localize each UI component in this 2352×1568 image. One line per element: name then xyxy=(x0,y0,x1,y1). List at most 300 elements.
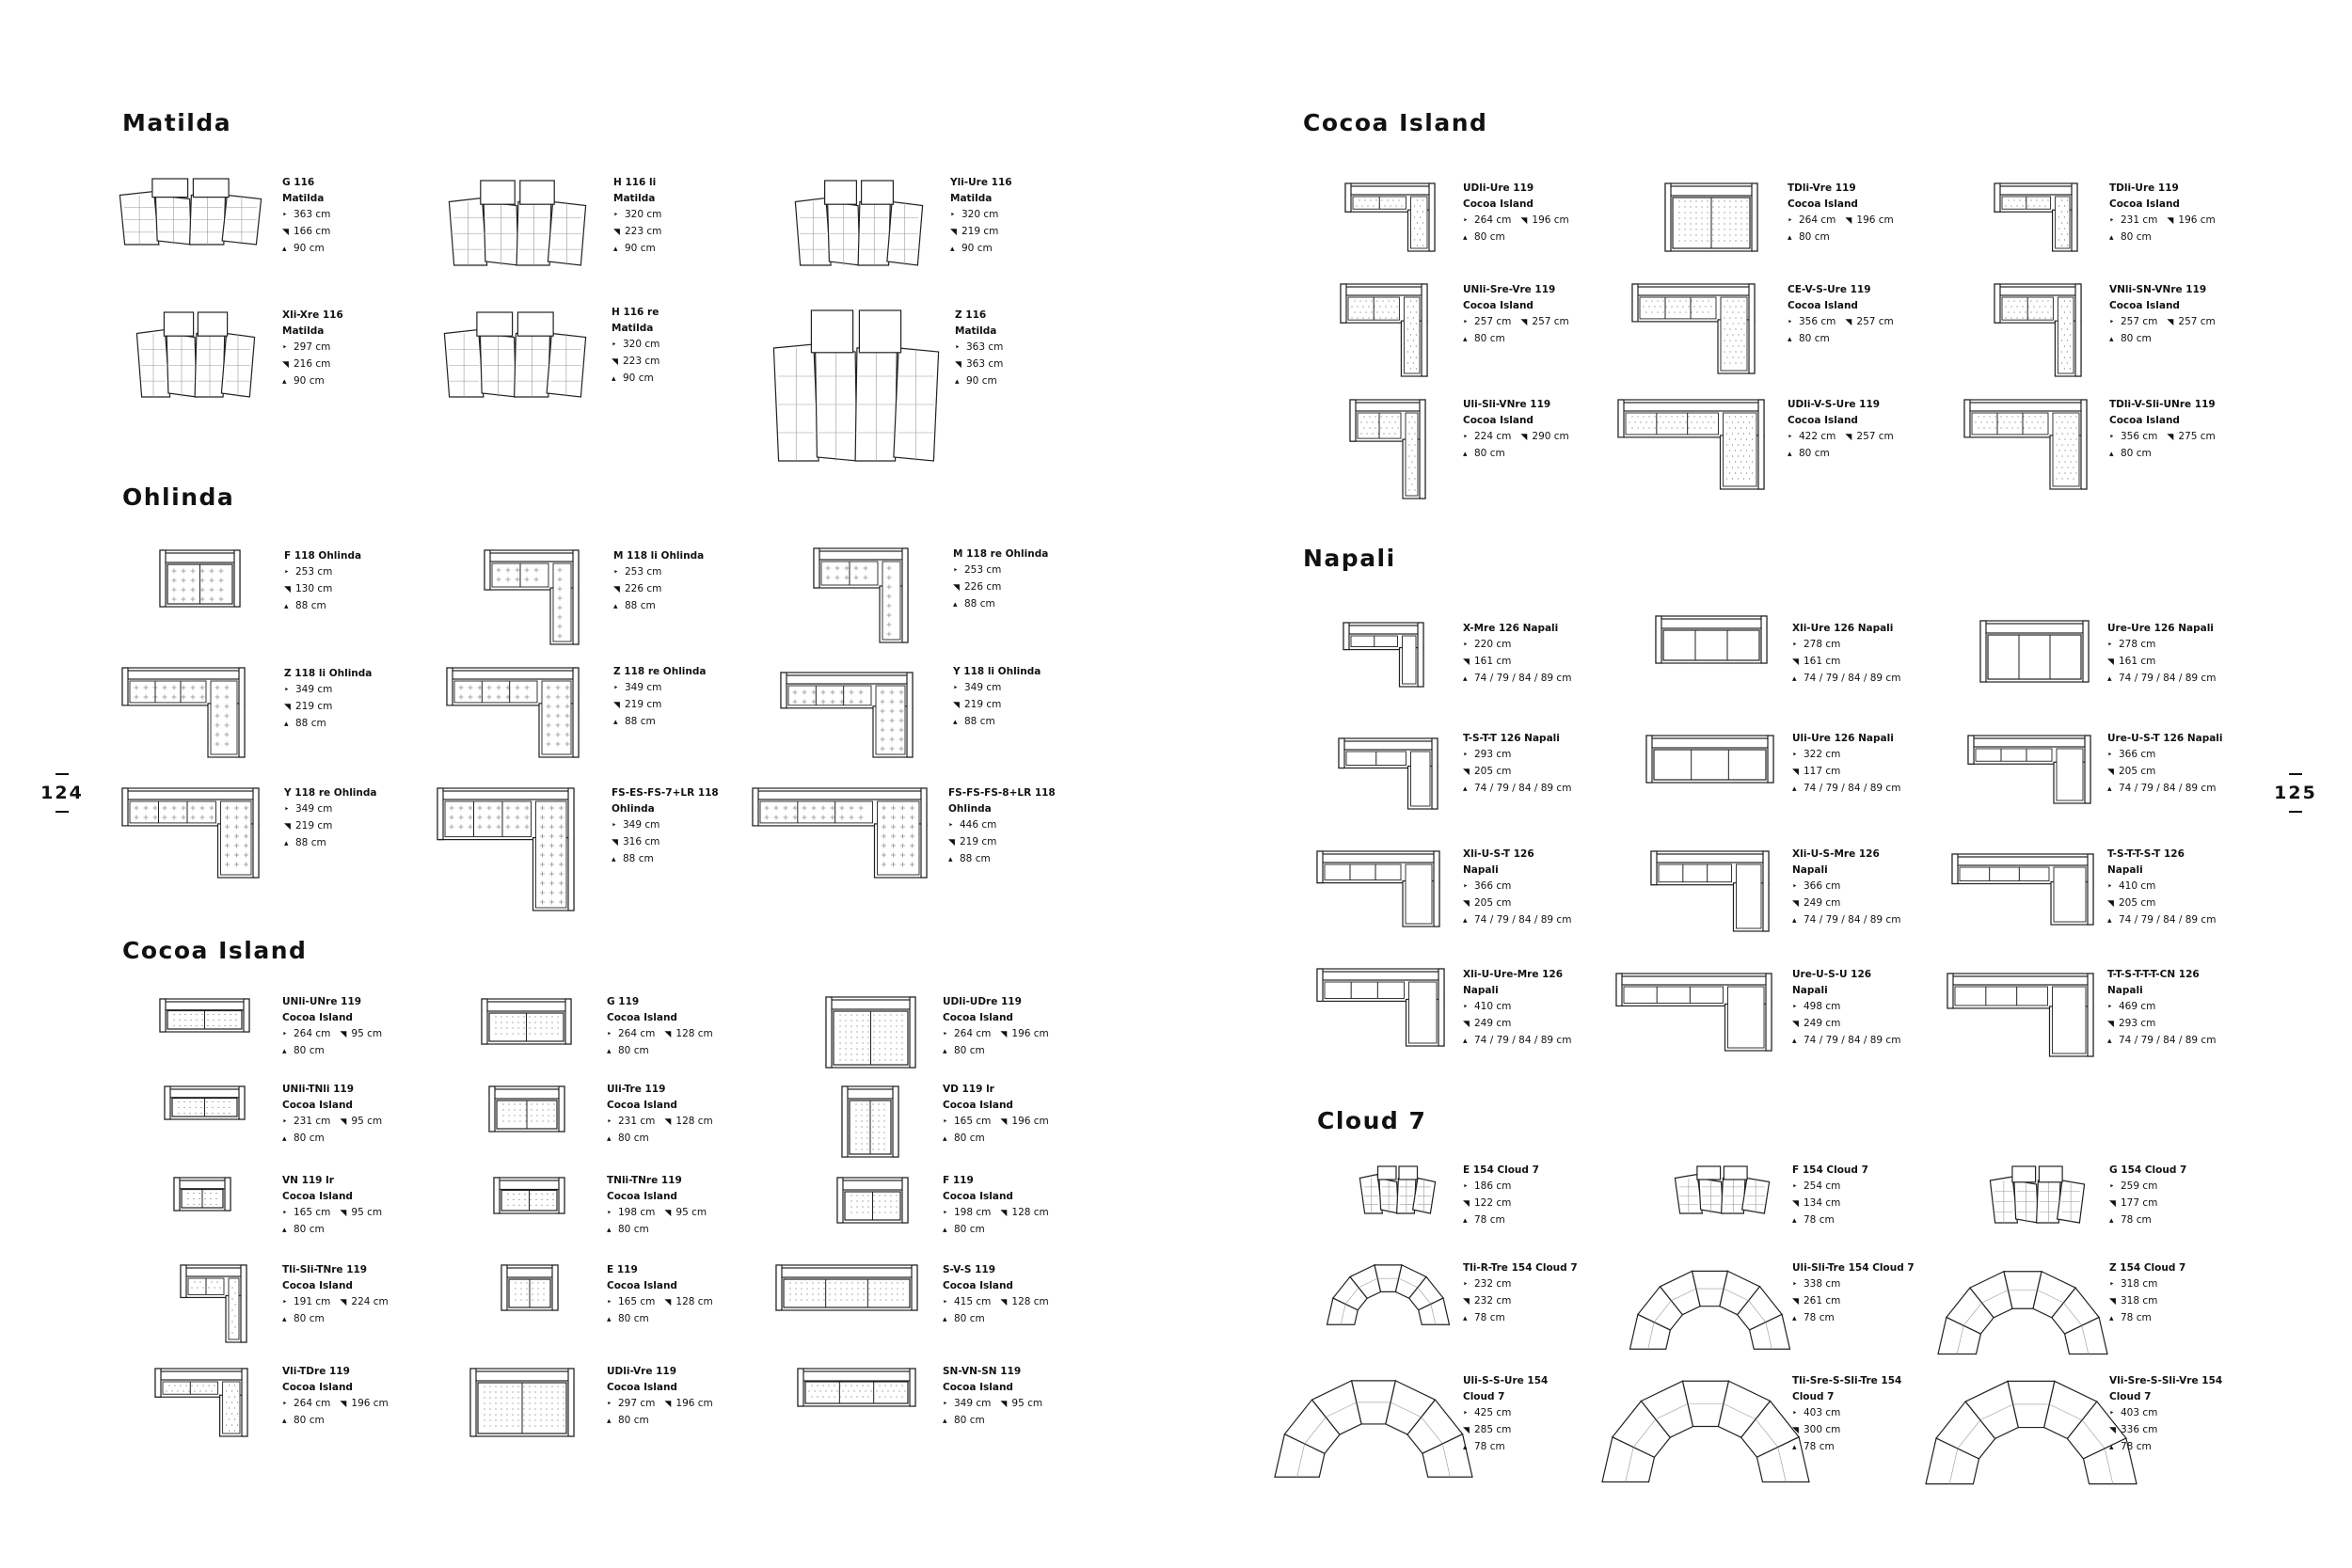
product-series xyxy=(955,324,1003,340)
product-code xyxy=(1792,847,1900,863)
height-text xyxy=(955,373,1003,390)
height-icon: ▴ xyxy=(2109,450,2114,459)
depth-icon: ◥ xyxy=(664,1400,672,1409)
height-icon: ▴ xyxy=(1463,233,1468,243)
width-icon: ‣ xyxy=(284,568,290,578)
product-item xyxy=(1632,284,1755,373)
depth-text: 261 cm xyxy=(1804,1295,1841,1307)
height-text: 80 cm xyxy=(954,1313,985,1324)
width-text xyxy=(284,682,372,699)
width-text xyxy=(1463,637,1571,654)
height-text xyxy=(282,241,330,258)
height-text xyxy=(612,371,660,388)
product-code: Xli-Xre 116 xyxy=(282,309,343,321)
height-text: 80 cm xyxy=(618,1415,649,1426)
width-icon: ‣ xyxy=(2109,1182,2115,1192)
product-code: H 116 li xyxy=(613,177,657,188)
width-text xyxy=(282,207,330,224)
width-text: 165 cm xyxy=(618,1296,656,1307)
width-text: 366 cm xyxy=(2119,749,2156,760)
width-icon: ‣ xyxy=(612,341,617,350)
dimension-row xyxy=(607,1396,713,1413)
product-spec xyxy=(953,546,1048,613)
height-icon: ▴ xyxy=(1463,916,1468,926)
product-code: Yli-Ure 116 xyxy=(950,177,1012,188)
height-icon: ▴ xyxy=(284,839,289,848)
product-code xyxy=(1792,1163,1868,1179)
depth-icon: ◥ xyxy=(340,1298,347,1307)
depth-icon: ◥ xyxy=(1000,1400,1008,1409)
sofa-diagram xyxy=(452,181,583,265)
product-code xyxy=(2109,181,2216,197)
height-text: 78 cm xyxy=(1474,1214,1505,1226)
product-spec xyxy=(1463,282,1569,348)
product-code: Vli-TDre 119 xyxy=(282,1366,350,1377)
product-spec xyxy=(1463,731,1571,798)
height-icon: ▴ xyxy=(284,720,289,729)
height-text: 78 cm xyxy=(1804,1214,1835,1226)
width-icon: ‣ xyxy=(2109,1409,2115,1418)
height-icon: ▴ xyxy=(2109,1216,2114,1226)
depth-text: 117 cm xyxy=(1804,766,1841,777)
width-text xyxy=(1463,999,1571,1016)
product-spec xyxy=(607,1262,713,1328)
product-code xyxy=(943,1173,1049,1189)
width-text: 403 cm xyxy=(1804,1407,1841,1418)
depth-icon: ◥ xyxy=(1463,1297,1470,1307)
width-icon: ‣ xyxy=(1792,1003,1798,1012)
depth-text xyxy=(613,697,706,714)
width-icon: ‣ xyxy=(1463,433,1469,442)
sofa-diagram xyxy=(1618,400,1764,489)
width-text xyxy=(2107,747,2223,764)
product-series xyxy=(1788,197,1894,213)
height-text xyxy=(2109,1212,2186,1229)
product-item xyxy=(1303,1373,1444,1472)
depth-text: 249 cm xyxy=(1474,1018,1512,1029)
product-code: TDli-V-Sli-UNre 119 xyxy=(2109,399,2216,410)
depth-icon: ◥ xyxy=(2107,1020,2114,1029)
product-item xyxy=(1618,400,1764,489)
width-text: 403 cm xyxy=(2121,1407,2158,1418)
product-series: Cocoa Island xyxy=(1788,300,1858,311)
width-text: 278 cm xyxy=(1804,639,1841,650)
depth-icon: ◥ xyxy=(2109,1297,2116,1307)
dimension-row xyxy=(1788,213,1894,230)
product-code: M 118 re Ohlinda xyxy=(953,548,1049,560)
product-series xyxy=(1792,983,1900,999)
product-item xyxy=(181,1265,246,1342)
sofa-diagram xyxy=(1646,736,1773,783)
width-text: 410 cm xyxy=(1474,1001,1512,1012)
product-code: T-S-T-T 126 Napali xyxy=(1463,733,1560,744)
product-series: Cocoa Island xyxy=(1788,415,1858,426)
width-text: 320 cm xyxy=(625,209,662,220)
depth-text xyxy=(2109,1422,2222,1439)
product-code xyxy=(1463,847,1571,863)
product-series xyxy=(607,1278,713,1294)
depth-text xyxy=(1463,654,1571,671)
product-item xyxy=(470,1369,574,1436)
product-item xyxy=(1635,1373,1776,1477)
product-series: Cocoa Island xyxy=(943,1191,1013,1202)
product-code xyxy=(1463,1260,1578,1276)
product-code xyxy=(282,1262,389,1278)
depth-text: 128 cm xyxy=(675,1028,713,1039)
product-series: Napali xyxy=(2107,985,2143,996)
product-spec xyxy=(1463,1260,1578,1327)
depth-text: 336 cm xyxy=(2121,1424,2158,1435)
product-series xyxy=(1463,1389,1548,1405)
sofa-diagram xyxy=(122,179,259,245)
product-series: Matilda xyxy=(282,325,325,337)
width-text: 356 cm xyxy=(1799,316,1836,327)
product-series xyxy=(950,191,1012,207)
dimension-row xyxy=(1788,429,1894,446)
width-text: 338 cm xyxy=(1804,1278,1841,1290)
width-text xyxy=(612,817,719,834)
height-text: 74 / 79 / 84 / 89 cm xyxy=(1804,914,1901,926)
depth-text: 216 cm xyxy=(294,358,331,370)
product-spec xyxy=(1792,1373,1901,1456)
width-text xyxy=(284,801,376,818)
height-text xyxy=(953,596,1048,613)
height-text: 80 cm xyxy=(618,1045,649,1056)
height-text: 88 cm xyxy=(964,716,995,727)
sofa-diagram xyxy=(122,788,259,878)
product-series: Cloud 7 xyxy=(1792,1391,1835,1402)
product-spec xyxy=(955,308,1003,390)
width-text: 231 cm xyxy=(618,1116,656,1127)
width-icon: ‣ xyxy=(1463,1409,1469,1418)
width-icon: ‣ xyxy=(1792,751,1798,760)
width-icon: ‣ xyxy=(1463,318,1469,327)
depth-icon: ◥ xyxy=(1000,1298,1008,1307)
depth-icon: ◥ xyxy=(1792,1199,1799,1209)
sofa-diagram xyxy=(1665,183,1757,251)
product-code xyxy=(955,308,1003,324)
width-icon: ‣ xyxy=(1463,641,1469,650)
depth-icon: ◥ xyxy=(2109,1426,2116,1435)
depth-icon: ◥ xyxy=(1845,318,1852,327)
depth-text: 300 cm xyxy=(1804,1424,1841,1435)
depth-text xyxy=(1463,1293,1578,1310)
height-text: 78 cm xyxy=(2121,1441,2152,1452)
product-code: F 118 Ohlinda xyxy=(284,550,362,562)
product-series: Cocoa Island xyxy=(1463,300,1534,311)
depth-text: 257 cm xyxy=(1532,316,1569,327)
depth-icon: ◥ xyxy=(1463,1426,1470,1435)
product-code: UDli-Vre 119 xyxy=(607,1366,677,1377)
product-code: TDli-Ure 119 xyxy=(2109,182,2179,194)
height-text: 80 cm xyxy=(2121,333,2152,344)
product-code: VNli-SN-VNre 119 xyxy=(2109,284,2207,295)
width-text: 322 cm xyxy=(1804,749,1841,760)
width-icon: ‣ xyxy=(282,211,288,220)
height-text: 90 cm xyxy=(623,372,654,384)
width-icon: ‣ xyxy=(284,686,290,695)
product-series xyxy=(607,1010,713,1026)
sofa-diagram xyxy=(1993,1166,2082,1223)
product-item xyxy=(1952,854,2093,925)
product-spec xyxy=(613,664,706,731)
width-icon: ‣ xyxy=(953,566,959,576)
product-spec xyxy=(1792,621,1900,688)
product-series xyxy=(1463,413,1569,429)
product-series xyxy=(2109,413,2216,429)
product-code: Ure-U-S-U 126 xyxy=(1792,969,1872,980)
product-code: E 154 Cloud 7 xyxy=(1463,1164,1539,1176)
width-icon: ‣ xyxy=(2109,216,2115,226)
depth-icon: ◥ xyxy=(2167,433,2174,442)
height-icon: ▴ xyxy=(1792,1443,1797,1452)
depth-text xyxy=(2107,1016,2216,1033)
height-text: 80 cm xyxy=(2121,231,2152,243)
height-icon: ▴ xyxy=(282,245,287,254)
height-text: 80 cm xyxy=(1474,231,1505,243)
height-text xyxy=(1463,1310,1578,1327)
depth-text: 219 cm xyxy=(295,820,333,832)
product-code: Y 118 re Ohlinda xyxy=(284,787,377,799)
width-text: 253 cm xyxy=(964,564,1002,576)
product-code xyxy=(284,785,376,801)
sofa-diagram xyxy=(165,1086,245,1119)
product-item xyxy=(501,1265,558,1310)
height-text xyxy=(607,1413,713,1430)
depth-text xyxy=(1463,895,1571,912)
product-spec xyxy=(282,308,343,390)
height-text xyxy=(2109,331,2216,348)
height-text xyxy=(1792,912,1900,929)
width-text: 318 cm xyxy=(2121,1278,2158,1290)
sofa-diagram xyxy=(160,999,249,1032)
product-series xyxy=(1792,1389,1901,1405)
height-text xyxy=(2109,1310,2185,1327)
depth-text xyxy=(1792,764,1900,781)
height-text xyxy=(1792,781,1900,798)
dimension-row xyxy=(2109,213,2216,230)
product-series xyxy=(282,1098,382,1114)
product-code: Ure-U-S-T 126 Napali xyxy=(2107,733,2223,744)
product-series: Cocoa Island xyxy=(607,1191,677,1202)
height-text xyxy=(943,1311,1049,1328)
width-icon: ‣ xyxy=(612,821,617,831)
width-text: 165 cm xyxy=(294,1207,331,1218)
product-series: Cocoa Island xyxy=(1463,198,1534,210)
depth-icon: ◥ xyxy=(1463,657,1470,667)
product-spec xyxy=(2107,847,2216,929)
depth-text xyxy=(1792,1196,1868,1212)
product-code: UNli-UNre 119 xyxy=(282,996,362,1007)
height-icon: ▴ xyxy=(1463,1037,1468,1046)
width-icon: ‣ xyxy=(1463,1003,1469,1012)
height-icon: ▴ xyxy=(943,1417,947,1426)
sofa-diagram xyxy=(1317,851,1439,927)
page-number-dash xyxy=(2289,773,2302,775)
sofa-diagram xyxy=(842,1086,898,1157)
sofa-diagram xyxy=(155,1369,247,1436)
section-title-ohlinda: Ohlinda xyxy=(122,483,235,511)
product-series: Cocoa Island xyxy=(943,1382,1013,1393)
height-text: 80 cm xyxy=(1799,231,1830,243)
width-text: 363 cm xyxy=(294,209,331,220)
product-item xyxy=(798,181,920,265)
product-series: Cocoa Island xyxy=(607,1382,677,1393)
sofa-diagram xyxy=(485,550,579,644)
sofa-diagram xyxy=(776,310,936,461)
height-icon: ▴ xyxy=(2107,1037,2112,1046)
product-item xyxy=(1665,183,1757,251)
sofa-diagram xyxy=(1656,1265,1764,1345)
product-spec xyxy=(1463,621,1571,688)
product-series: Cocoa Island xyxy=(943,1012,1013,1023)
width-icon: ‣ xyxy=(1792,641,1798,650)
height-text: 88 cm xyxy=(295,718,326,729)
height-text xyxy=(1788,331,1894,348)
depth-text xyxy=(613,224,661,241)
height-icon: ▴ xyxy=(943,1226,947,1235)
product-series: Cocoa Island xyxy=(943,1280,1013,1291)
section-title-matilda: Matilda xyxy=(122,109,232,136)
height-text xyxy=(282,1131,382,1148)
product-code xyxy=(2109,1260,2185,1276)
page-number-text: 125 xyxy=(2274,783,2317,803)
depth-icon: ◥ xyxy=(2107,768,2114,777)
product-series xyxy=(2107,863,2216,879)
product-series xyxy=(1788,298,1894,314)
depth-text: 128 cm xyxy=(675,1296,713,1307)
depth-text xyxy=(953,697,1041,714)
sofa-diagram xyxy=(1994,183,2077,251)
depth-icon: ◥ xyxy=(1845,433,1852,442)
product-spec xyxy=(1792,731,1900,798)
product-code: G 116 xyxy=(282,177,315,188)
depth-text: 318 cm xyxy=(2121,1295,2158,1307)
width-text xyxy=(613,680,706,697)
depth-icon: ◥ xyxy=(613,228,620,237)
width-icon: ‣ xyxy=(953,684,959,693)
height-icon: ▴ xyxy=(1463,784,1468,794)
depth-text: 95 cm xyxy=(351,1116,383,1127)
width-text xyxy=(282,340,343,356)
product-code: UDli-Ure 119 xyxy=(1463,182,1534,194)
product-item xyxy=(1317,851,1439,927)
width-icon: ‣ xyxy=(943,1400,948,1409)
depth-icon: ◥ xyxy=(1792,768,1799,777)
product-series xyxy=(282,1278,389,1294)
depth-text: 122 cm xyxy=(1474,1197,1512,1209)
dimension-row xyxy=(282,1396,389,1413)
product-spec xyxy=(943,1082,1049,1148)
height-text xyxy=(1463,1439,1548,1456)
product-series xyxy=(943,1278,1049,1294)
product-code xyxy=(2109,1373,2222,1389)
product-spec xyxy=(1788,282,1894,348)
product-spec xyxy=(612,305,660,388)
product-code xyxy=(2107,621,2216,637)
width-text xyxy=(1792,747,1900,764)
product-series: Cocoa Island xyxy=(282,1191,353,1202)
height-icon: ▴ xyxy=(282,1417,287,1426)
width-icon: ‣ xyxy=(2107,641,2113,650)
product-spec xyxy=(282,175,330,258)
width-text: 366 cm xyxy=(1474,880,1512,892)
product-code xyxy=(943,1082,1049,1098)
width-text xyxy=(953,680,1041,697)
product-item xyxy=(1994,183,2077,251)
dimension-row xyxy=(282,1294,389,1311)
product-code: T-S-T-T-S-T 126 xyxy=(2107,848,2185,860)
height-text xyxy=(1463,781,1571,798)
depth-text: 316 cm xyxy=(623,836,660,847)
product-series: Cocoa Island xyxy=(2109,415,2180,426)
width-text xyxy=(1792,637,1900,654)
depth-text xyxy=(1792,895,1900,912)
product-code: Tli-Sli-TNre 119 xyxy=(282,1264,368,1275)
product-spec xyxy=(2109,1260,2185,1327)
depth-text: 95 cm xyxy=(1011,1398,1043,1409)
depth-text xyxy=(1463,1196,1539,1212)
product-item xyxy=(1656,616,1767,663)
width-text xyxy=(1463,1405,1548,1422)
height-icon: ▴ xyxy=(1792,1314,1797,1323)
height-icon: ▴ xyxy=(1788,233,1792,243)
height-text xyxy=(613,714,706,731)
height-icon: ▴ xyxy=(1792,784,1797,794)
product-spec xyxy=(607,1082,713,1148)
product-item xyxy=(1362,1166,1433,1213)
depth-text: 205 cm xyxy=(1474,766,1512,777)
product-code: UNli-Sre-Vre 119 xyxy=(1463,284,1556,295)
height-text xyxy=(950,241,1012,258)
width-icon: ‣ xyxy=(284,805,290,815)
height-icon: ▴ xyxy=(1463,450,1468,459)
height-text: 78 cm xyxy=(1804,1441,1835,1452)
width-icon: ‣ xyxy=(282,343,288,353)
product-code xyxy=(943,1262,1049,1278)
product-series xyxy=(612,321,660,337)
width-icon: ‣ xyxy=(943,1209,948,1218)
height-text: 80 cm xyxy=(954,1224,985,1235)
product-series xyxy=(943,1098,1049,1114)
sofa-diagram xyxy=(1350,400,1425,499)
depth-text xyxy=(284,581,361,598)
dimension-row xyxy=(943,1114,1049,1131)
width-icon: ‣ xyxy=(2107,751,2113,760)
height-text xyxy=(282,1043,382,1060)
product-code xyxy=(1463,1373,1548,1389)
depth-text xyxy=(953,579,1048,596)
height-text xyxy=(607,1043,713,1060)
dimension-row xyxy=(282,1114,382,1131)
depth-icon: ◥ xyxy=(1000,1030,1008,1039)
sofa-diagram xyxy=(1964,400,2087,489)
height-icon: ▴ xyxy=(1463,1314,1468,1323)
width-text: 264 cm xyxy=(954,1028,992,1039)
product-code: CE-V-S-Ure 119 xyxy=(1788,284,1871,295)
depth-text: 226 cm xyxy=(964,581,1002,593)
product-item xyxy=(1994,284,2081,376)
height-text xyxy=(1788,446,1894,463)
width-text xyxy=(1792,1276,1915,1293)
product-item xyxy=(1339,738,1438,809)
height-icon: ▴ xyxy=(2109,1314,2114,1323)
height-icon: ▴ xyxy=(2107,916,2112,926)
depth-text: 219 cm xyxy=(625,699,662,710)
product-item xyxy=(1962,1265,2084,1350)
depth-text: 196 cm xyxy=(1011,1116,1049,1127)
dimension-row xyxy=(1788,314,1894,331)
